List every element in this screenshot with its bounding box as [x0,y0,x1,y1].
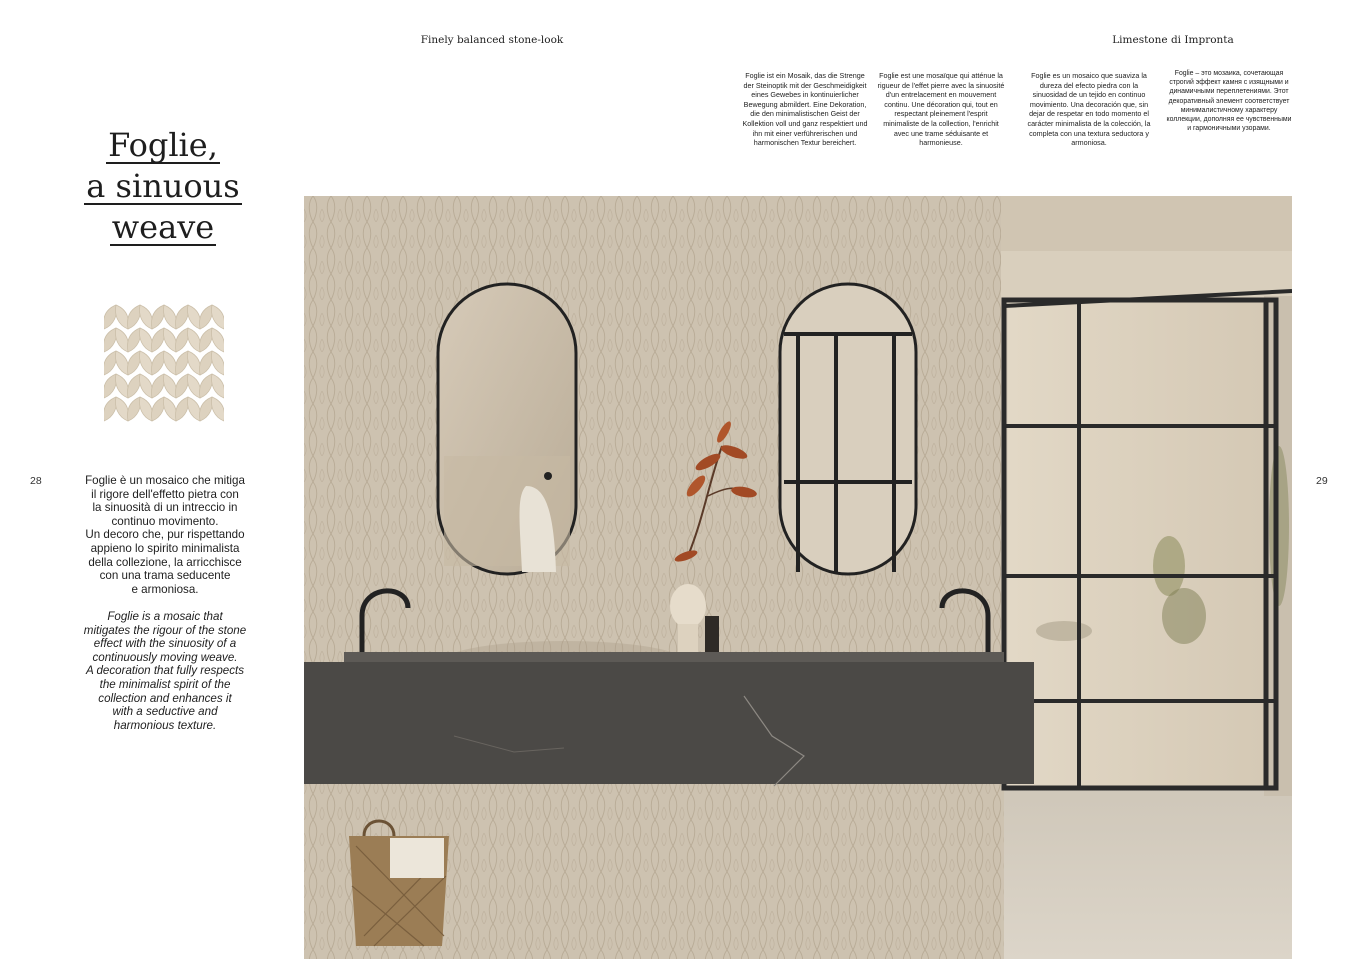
title-line-3: weave [111,208,215,246]
text-russian: Foglie – это мозаика, сочетающая строгий эффект камня с изящными и динамичными переплетениями. Этот декоративный элемент соответствует минималистичному характеру коллекции, дополняя ее чувственными и гармоничными узорами. [1166,70,1292,133]
mirror-left [438,284,576,574]
basket [349,821,449,946]
stone-vanity [304,662,1034,784]
glass-partition [1008,302,1278,788]
text-spanish: Foglie es un mosaico que suaviza la dureza del efecto piedra con la sinuosidad de un tejido en continuo movimiento. Una decoración que, sin dejar de respetar en todo momento el carácter minimalista de la colección, la completa con una textura seductora y armoniosa. [1027,71,1151,148]
title-line-2: a sinuous [86,167,240,205]
text-french: Foglie est une mosaïque qui atténue la rigueur de l'effet pierre avec la sinuosité d'un entrelacement en mouvement continu. Une décoration qui, tout en respectant pleinement l'esprit minimaliste de la collection, l'enrichit avec une trame séduisante et harmonieuse. [877,71,1005,148]
mosaic-swatch-image [104,303,224,427]
page-title [70,125,256,248]
running-header-left: Finely balanced stone-look [420,34,564,46]
text-german: Foglie ist ein Mosaik, das die Strenge der Steinoptik mit der Geschmeidigkeit eines Gewebes in kontinuierlicher Bewegung abmildert. Eine Dekoration, die den minimalistischen Geist der Kollektion voll und ganz respektiert und ihn mit einer verführerischen und harmonischen Textur bereichert. [742,71,868,148]
body-text-english: Foglie is a mosaic that mitigates the rigour of the stone effect with the sinuosity of a continuously moving weave. A decoration that fully respects the minimalist spirit of the collection and enhances it with a seductive and harmonious texture. [83,610,247,732]
mirror-right [780,284,916,574]
body-text-italian: Foglie è un mosaico che mitiga il rigore dell'effetto pietra con la sinuosità di un intreccio in continuo movimento. Un decoro che, pur rispettando appieno lo spirito minimalista della collezione, la arricchisce con una trama seducente e armoniosa. [85,474,245,596]
page-number-right: 29 [1316,475,1328,487]
running-header-right: Limestone di Impronta [1112,34,1234,46]
floor [1001,786,1292,959]
page-number-left: 28 [30,475,42,487]
title-line-1: Foglie, [108,126,218,164]
bathroom-photo [304,196,1292,959]
